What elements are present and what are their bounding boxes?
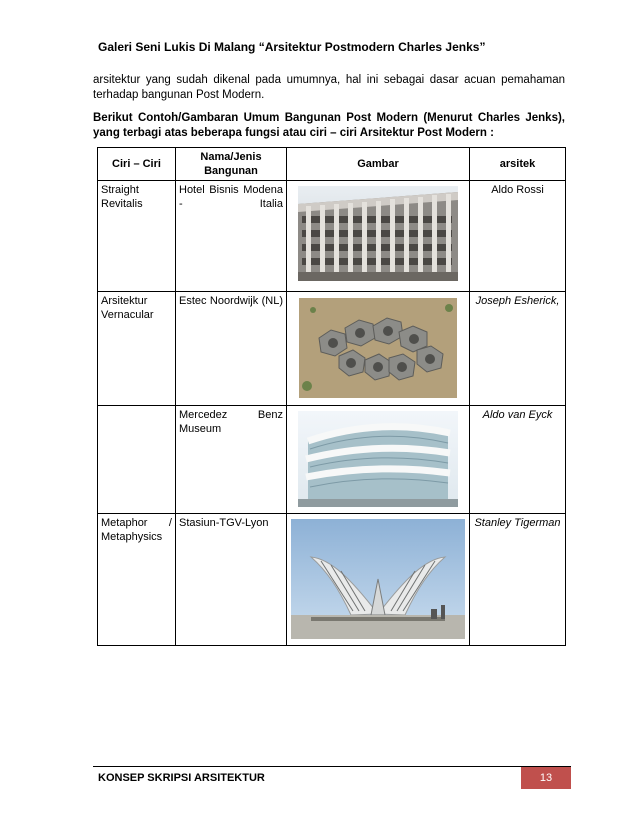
- nama-cell: Stasiun-TGV-Lyon: [176, 514, 287, 646]
- nama-cell: Estec Noordwijk (NL): [176, 292, 287, 406]
- arsitek-cell: Aldo van Eyck: [470, 406, 566, 514]
- arsitek-cell: Aldo Rossi: [470, 181, 566, 292]
- page-header-title: Galeri Seni Lukis Di Malang “Arsitektur Postmodern Charles Jenks”: [98, 40, 486, 54]
- building-image-cell: [287, 406, 470, 514]
- building-image-cell: [287, 514, 470, 646]
- table-header-row: [98, 148, 566, 181]
- building-image-cell: [287, 292, 470, 406]
- ciri-cell: Straight Revitalis: [98, 181, 176, 292]
- footer-label: KONSEP SKRIPSI ARSITEKTUR: [98, 772, 265, 784]
- arsitek-cell: Joseph Esherick,: [470, 292, 566, 406]
- nama-cell: Hotel Bisnis Modena - Italia: [176, 181, 287, 292]
- section-heading: Berikut Contoh/Gambaran Umum Bangunan Post Modern (Menurut Charles Jenks), yang terbagi atas beberapa fungsi atau ciri – ciri Arsitektur Post Modern :: [93, 112, 565, 139]
- table-row: [98, 514, 566, 646]
- header-nama: Nama/Jenis Bangunan: [176, 148, 287, 181]
- footer-divider: [93, 766, 571, 767]
- header-gambar: Gambar: [287, 148, 470, 181]
- mercedes-museum-image: [298, 411, 458, 507]
- intro-paragraph: arsitektur yang sudah dikenal pada umumnya, hal ini sebagai dasar acuan pemahaman terhadap bangunan Post Modern.: [93, 74, 565, 101]
- hotel-modena-image: [298, 186, 458, 281]
- nama-cell: Mercedez Benz Museum: [176, 406, 287, 514]
- ciri-cell: Arsitektur Vernacular: [98, 292, 176, 406]
- header-ciri: Ciri – Ciri: [98, 148, 176, 181]
- page-number: 13: [521, 767, 571, 789]
- arsitek-cell: Stanley Tigerman: [470, 514, 566, 646]
- ciri-cell: [98, 406, 176, 514]
- header-arsitek: arsitek: [470, 148, 566, 181]
- building-image-cell: [287, 181, 470, 292]
- estec-aerial-image: [299, 298, 457, 398]
- ciri-cell: Metaphor / Metaphysics: [98, 514, 176, 646]
- tgv-lyon-station-image: [291, 519, 465, 639]
- building-table: [97, 147, 566, 646]
- table-row: [98, 292, 566, 406]
- table-row: [98, 406, 566, 514]
- table-row: [98, 181, 566, 292]
